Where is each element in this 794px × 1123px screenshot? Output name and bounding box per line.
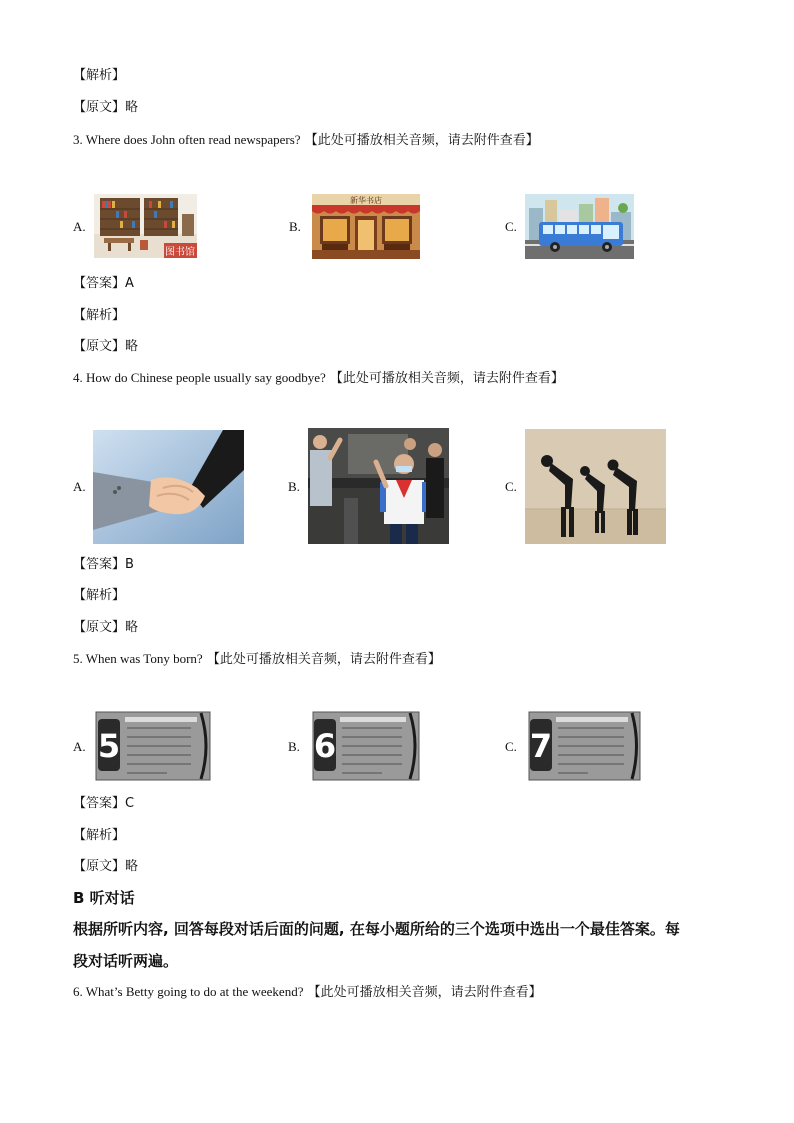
waving-goodbye-image xyxy=(308,428,449,544)
question-6 xyxy=(73,982,542,1003)
q5-option-c-label: C. xyxy=(505,739,517,754)
bowing-image xyxy=(525,429,666,544)
question-3-text: 3. Where does John often read newspapers? xyxy=(73,132,301,147)
q3-original: 【原文】略 xyxy=(73,339,139,354)
question-5-audio-note: 【此处可播放相关音频，请去附件查看】 xyxy=(206,652,441,667)
q4-option-b-label: B. xyxy=(288,479,300,494)
q5-option-a-label: A. xyxy=(73,739,86,754)
q4-answer: 【答案】B xyxy=(73,557,134,572)
question-6-audio-note: 【此处可播放相关音频，请去附件查看】 xyxy=(307,985,542,1000)
section-b-instruction-line2: 段对话听两遍。 xyxy=(73,952,179,970)
bookstore-image xyxy=(312,194,420,259)
bookstore-sign: 新华书店 xyxy=(350,196,382,205)
q5-original: 【原文】略 xyxy=(73,859,139,874)
calendar-may-image xyxy=(95,711,211,781)
calendar-may-number: 5 xyxy=(97,727,121,765)
q4-option-c-label: C. xyxy=(505,479,517,494)
calendar-june-number: 6 xyxy=(313,727,337,765)
calendar-june-image xyxy=(312,711,420,781)
calendar-july-number: 7 xyxy=(529,727,553,765)
q4-option-a-label: A. xyxy=(73,479,86,494)
question-5-text: 5. When was Tony born? xyxy=(73,651,203,666)
question-4 xyxy=(73,368,564,389)
section-b-instruction-line1: 根据所听内容, 回答每段对话后面的问题, 在每小题所给的三个选项中选出一个最佳答案。每 xyxy=(73,920,680,938)
q3-answer: 【答案】A xyxy=(73,276,134,291)
question-5 xyxy=(73,649,441,670)
question-4-text: 4. How do Chinese people usually say goodbye? xyxy=(73,370,326,385)
q5-analysis: 【解析】 xyxy=(73,828,126,843)
library-image xyxy=(94,194,197,258)
analysis-label: 【解析】 xyxy=(73,68,126,83)
library-sign: 图书馆 xyxy=(165,247,195,258)
q3-option-a-label: A. xyxy=(73,219,86,234)
q5-answer: 【答案】C xyxy=(73,796,135,811)
q4-analysis: 【解析】 xyxy=(73,588,126,603)
q4-original: 【原文】略 xyxy=(73,620,139,635)
original-text-label: 【原文】略 xyxy=(73,100,139,115)
q5-option-b-label: B. xyxy=(288,739,300,754)
bus-image xyxy=(525,194,634,259)
section-b-title: B 听对话 xyxy=(73,889,135,907)
q3-analysis: 【解析】 xyxy=(73,308,126,323)
question-3-audio-note: 【此处可播放相关音频，请去附件查看】 xyxy=(304,133,539,148)
question-4-audio-note: 【此处可播放相关音频，请去附件查看】 xyxy=(329,371,564,386)
q3-option-b-label: B. xyxy=(289,219,301,234)
handshake-image xyxy=(93,430,244,544)
calendar-july-image xyxy=(528,711,641,781)
q3-option-c-label: C. xyxy=(505,219,517,234)
question-6-text: 6. What’s Betty going to do at the weekend? xyxy=(73,984,304,999)
question-3 xyxy=(73,130,539,151)
